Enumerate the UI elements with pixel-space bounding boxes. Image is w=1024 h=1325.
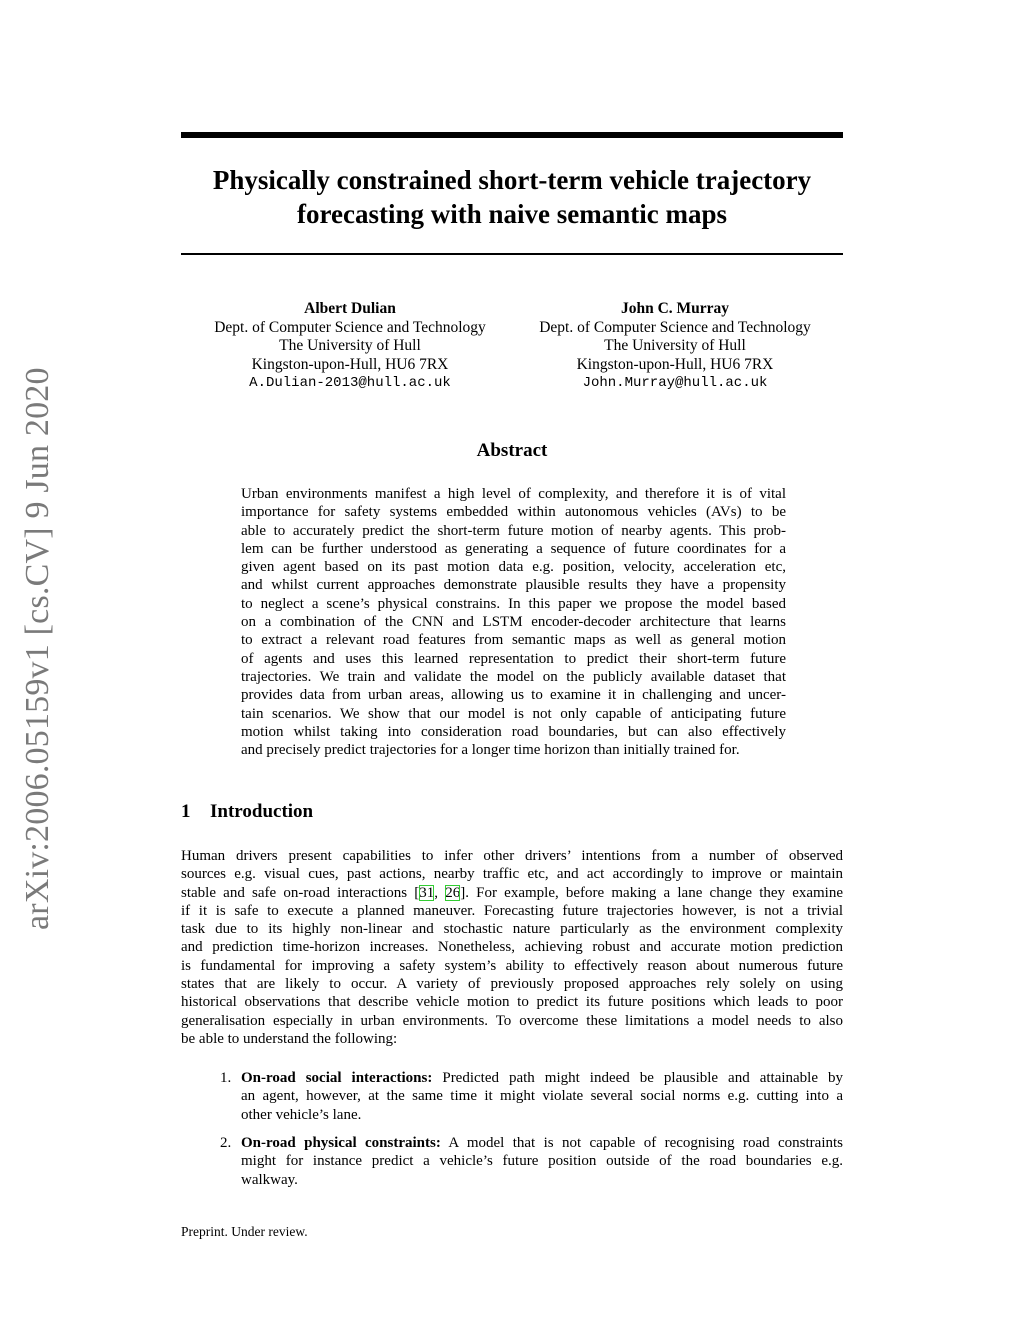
- abstract-line: tain scenarios. We show that our model is not only capable of anticipating future: [241, 705, 786, 722]
- abstract-body: [241, 485, 786, 759]
- abstract-line: importance for safety systems embedded within autonomous vehicles (AVs) to be: [241, 504, 786, 521]
- author-university: The University of Hull: [279, 337, 421, 354]
- section-title: Introduction: [210, 801, 314, 822]
- list-item-text: A model that is not capable of recognising road constraints: [440, 1135, 843, 1151]
- paper-title: [181, 163, 843, 231]
- abstract-line: to neglect a scene’s physical constrains. In this paper we propose the model based: [241, 595, 786, 612]
- author-university: The University of Hull: [604, 337, 746, 354]
- author-name: Albert Dulian: [304, 300, 396, 317]
- author-block-dulian: [195, 300, 505, 393]
- abstract-line: and precisely predict trajectories for a longer time horizon than initially trained for.: [241, 742, 740, 759]
- list-item-first-line: [241, 1134, 843, 1152]
- list-item-content: [241, 1069, 843, 1124]
- abstract-heading: Abstract: [476, 440, 548, 461]
- author-department: Dept. of Computer Science and Technology: [214, 318, 486, 336]
- abstract-line: to extract a relevant road features from semantic maps as well as general motion: [241, 632, 786, 649]
- list-item-line: other vehicle’s lane.: [241, 1106, 362, 1123]
- abstract-line: Urban environments manifest a high level of complexity, and therefore it is of vital: [241, 486, 786, 502]
- paragraph-line-with-citations: [181, 884, 843, 902]
- paragraph-line: generalisation especially in urban environments. To overcome these limitations a model needs to also: [181, 1012, 843, 1029]
- author-address: Kingston-upon-Hull, HU6 7RX: [576, 355, 774, 373]
- introduction-paragraph: [181, 847, 843, 1048]
- abstract-line: on a combination of the CNN and LSTM encoder-decoder architecture that learns: [241, 614, 786, 631]
- author-email[interactable]: John.Murray@hull.ac.uk: [582, 375, 768, 391]
- list-item-line: an agent, however, at the same time it might violate several social norms e.g. cutting into a: [241, 1088, 843, 1105]
- citation-link-26[interactable]: 26: [445, 884, 461, 901]
- arxiv-identifier-text: arXiv:2006.05159v1 [cs.CV] 9 Jun 2020: [19, 367, 56, 930]
- author-block-murray: [520, 300, 830, 393]
- abstract-line: trajectories. We train and validate the model on the publicly available dataset that: [241, 668, 786, 685]
- title-top-rule: [181, 132, 843, 138]
- section-number: 1: [181, 801, 191, 822]
- list-item-content: [241, 1134, 843, 1189]
- list-item-line: walkway.: [241, 1171, 298, 1188]
- abstract-line: given agent based on its past motion data e.g. position, velocity, acceleration etc,: [241, 559, 786, 576]
- list-item-line: might for instance predict a vehicle’s future position outside of the road boundaries e.g.: [241, 1153, 843, 1170]
- author-address: Kingston-upon-Hull, HU6 7RX: [251, 355, 449, 373]
- list-item-term: On-road physical constraints:: [241, 1135, 441, 1151]
- paragraph-line: historical observations that describe vehicle motion to predict its future positions which leads to poor: [181, 994, 843, 1011]
- abstract-line: lem can be further understood as generating a sequence of future coordinates for a: [241, 540, 786, 557]
- abstract-line: able to accurately predict the short-term future motion of nearby agents. This prob-: [241, 522, 786, 539]
- paragraph-line: is fundamental for improving a safety system’s ability to effectively reason about numerous future: [181, 957, 843, 974]
- abstract-line: of agents and uses this learned representation to predict their short-term future: [241, 650, 786, 667]
- author-name: John C. Murray: [620, 300, 730, 317]
- title-line: Physically constrained short-term vehicle trajectory: [212, 165, 812, 195]
- paragraph-line: sources e.g. visual cues, past actions, nearby traffic etc, and act accordingly to improve or maintain: [181, 866, 843, 883]
- citation-link-31[interactable]: 31: [419, 884, 435, 901]
- list-item-term: On-road social interactions:: [241, 1070, 433, 1086]
- list-item-number: 1.: [220, 1070, 232, 1086]
- section-heading-introduction: [181, 801, 313, 823]
- abstract-line: motion whilst taking into consideration road boundaries, but can also effectively: [241, 723, 786, 740]
- list-item-number: 2.: [220, 1135, 232, 1151]
- paragraph-line: if it is safe to execute a planned maneuver. Forecasting future trajectories however, is not a trivial: [181, 902, 843, 919]
- paragraph-line: be able to understand the following:: [181, 1030, 398, 1047]
- paragraph-line: states that are likely to occur. A variety of previously proposed approaches rely solely on using: [181, 976, 843, 993]
- author-department: Dept. of Computer Science and Technology: [539, 318, 811, 336]
- list-item-text: Predicted path might indeed be plausible and attainable by: [432, 1070, 843, 1086]
- paragraph-line: task due to its highly non-linear and stochastic nature particularly as the environment complexity: [181, 921, 843, 938]
- list-item-first-line: [241, 1069, 843, 1087]
- citation-separator: ,: [434, 884, 446, 901]
- footer-note: Preprint. Under review.: [181, 1224, 308, 1239]
- title-bottom-rule: [181, 253, 843, 255]
- abstract-line: provides data from urban areas, allowing us to examine it in challenging and uncer-: [241, 687, 786, 704]
- arxiv-identifier: [19, 365, 64, 930]
- abstract-line: and whilst current approaches demonstrate plausible results they have a propensity: [241, 577, 786, 594]
- line-text: ]. For example, before making a lane change they examine: [460, 884, 844, 901]
- author-email[interactable]: A.Dulian-2013@hull.ac.uk: [249, 375, 451, 391]
- title-line: forecasting with naive semantic maps: [297, 199, 727, 229]
- line-text: stable and safe on-road interactions [: [181, 884, 420, 901]
- paragraph-line: and prediction time-horizon increases. Nonetheless, achieving robust and accurate motion prediction: [181, 939, 843, 956]
- paragraph-line: Human drivers present capabilities to infer other drivers’ intentions from a number of observed: [181, 848, 843, 864]
